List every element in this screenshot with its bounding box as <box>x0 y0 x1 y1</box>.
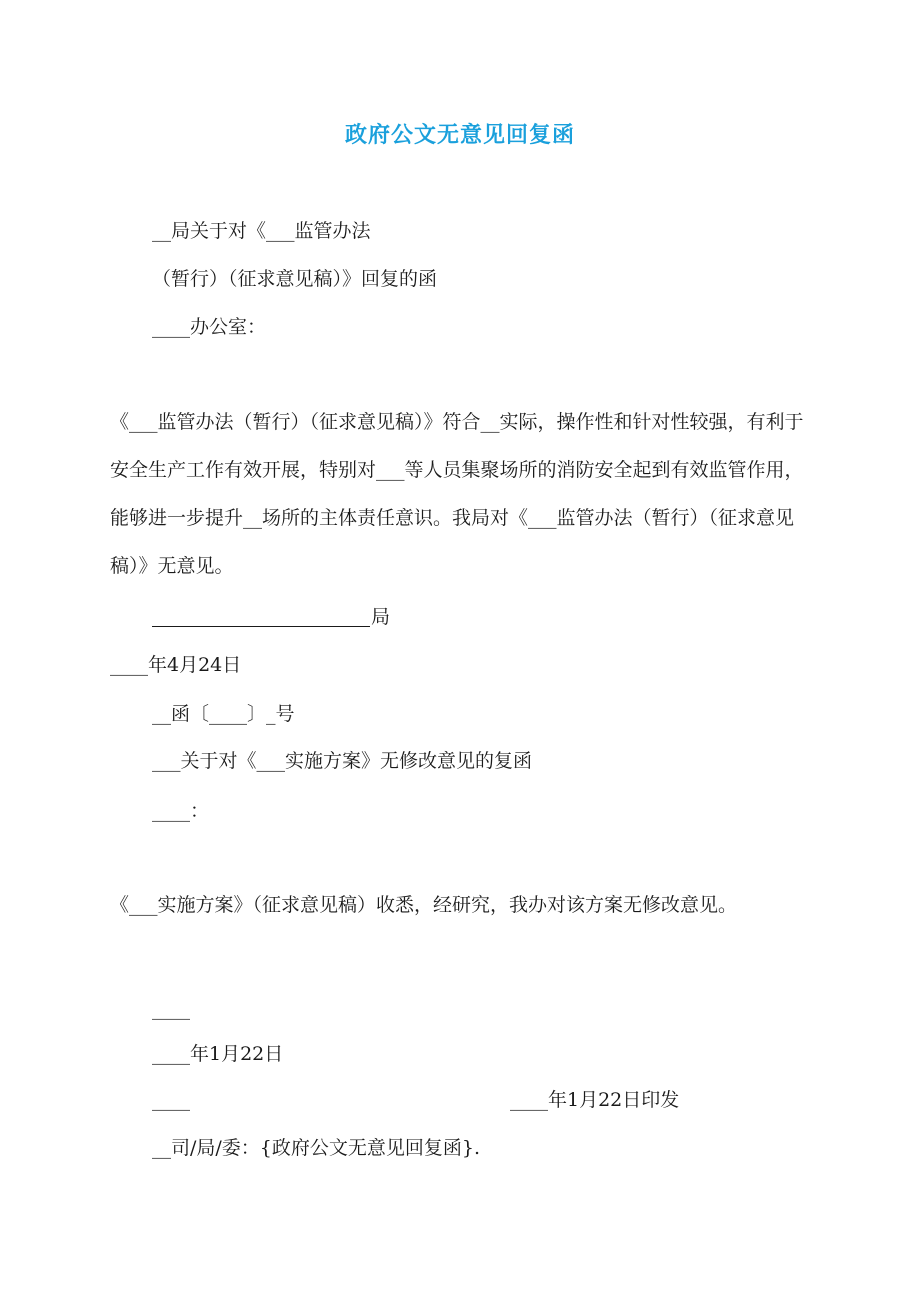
letter1-heading-line1: __局关于对《___监管办法 <box>152 220 371 242</box>
letter2-footer-right: ____年1月22日印发 <box>510 1089 680 1111</box>
signature-line <box>152 626 370 627</box>
letter2-date: ____年1月22日 <box>152 1043 284 1065</box>
letter1-recipient: ____办公室： <box>152 316 267 338</box>
letter1-sign-suffix: 局 <box>371 606 391 628</box>
letter1-date: ____年4月24日 <box>110 654 242 676</box>
footer-note: __司/局/委：{政府公文无意见回复函}. <box>152 1137 481 1159</box>
letter1-heading-line2: （暂行）（征求意见稿）》回复的函 <box>152 268 438 290</box>
letter2-recipient: ____： <box>152 800 210 822</box>
letter2-sign: ____ <box>152 998 190 1020</box>
letter1-body: 《___监管办法（暂行）（征求意见稿）》符合__实际，操作性和针对性较强，有利于安全生产工作有效开展，特别对___等人员集聚场所的消防安全起到有效监管作用，能够进一步提升__场所的主体责任意识。我局对《___监管办法（暂行）（征求意见稿）》无意见。 <box>110 411 804 577</box>
letter2-doc-number: __函〔____〕_号 <box>152 703 295 725</box>
letter2-heading: ___关于对《___实施方案》无修改意见的复函 <box>152 750 533 772</box>
document-title: 政府公文无意见回复函 <box>344 122 575 148</box>
letter2-body: 《___实施方案》（征求意见稿）收悉，经研究，我办对该方案无修改意见。 <box>110 894 738 916</box>
letter2-footer-left: ____ <box>152 1089 190 1111</box>
